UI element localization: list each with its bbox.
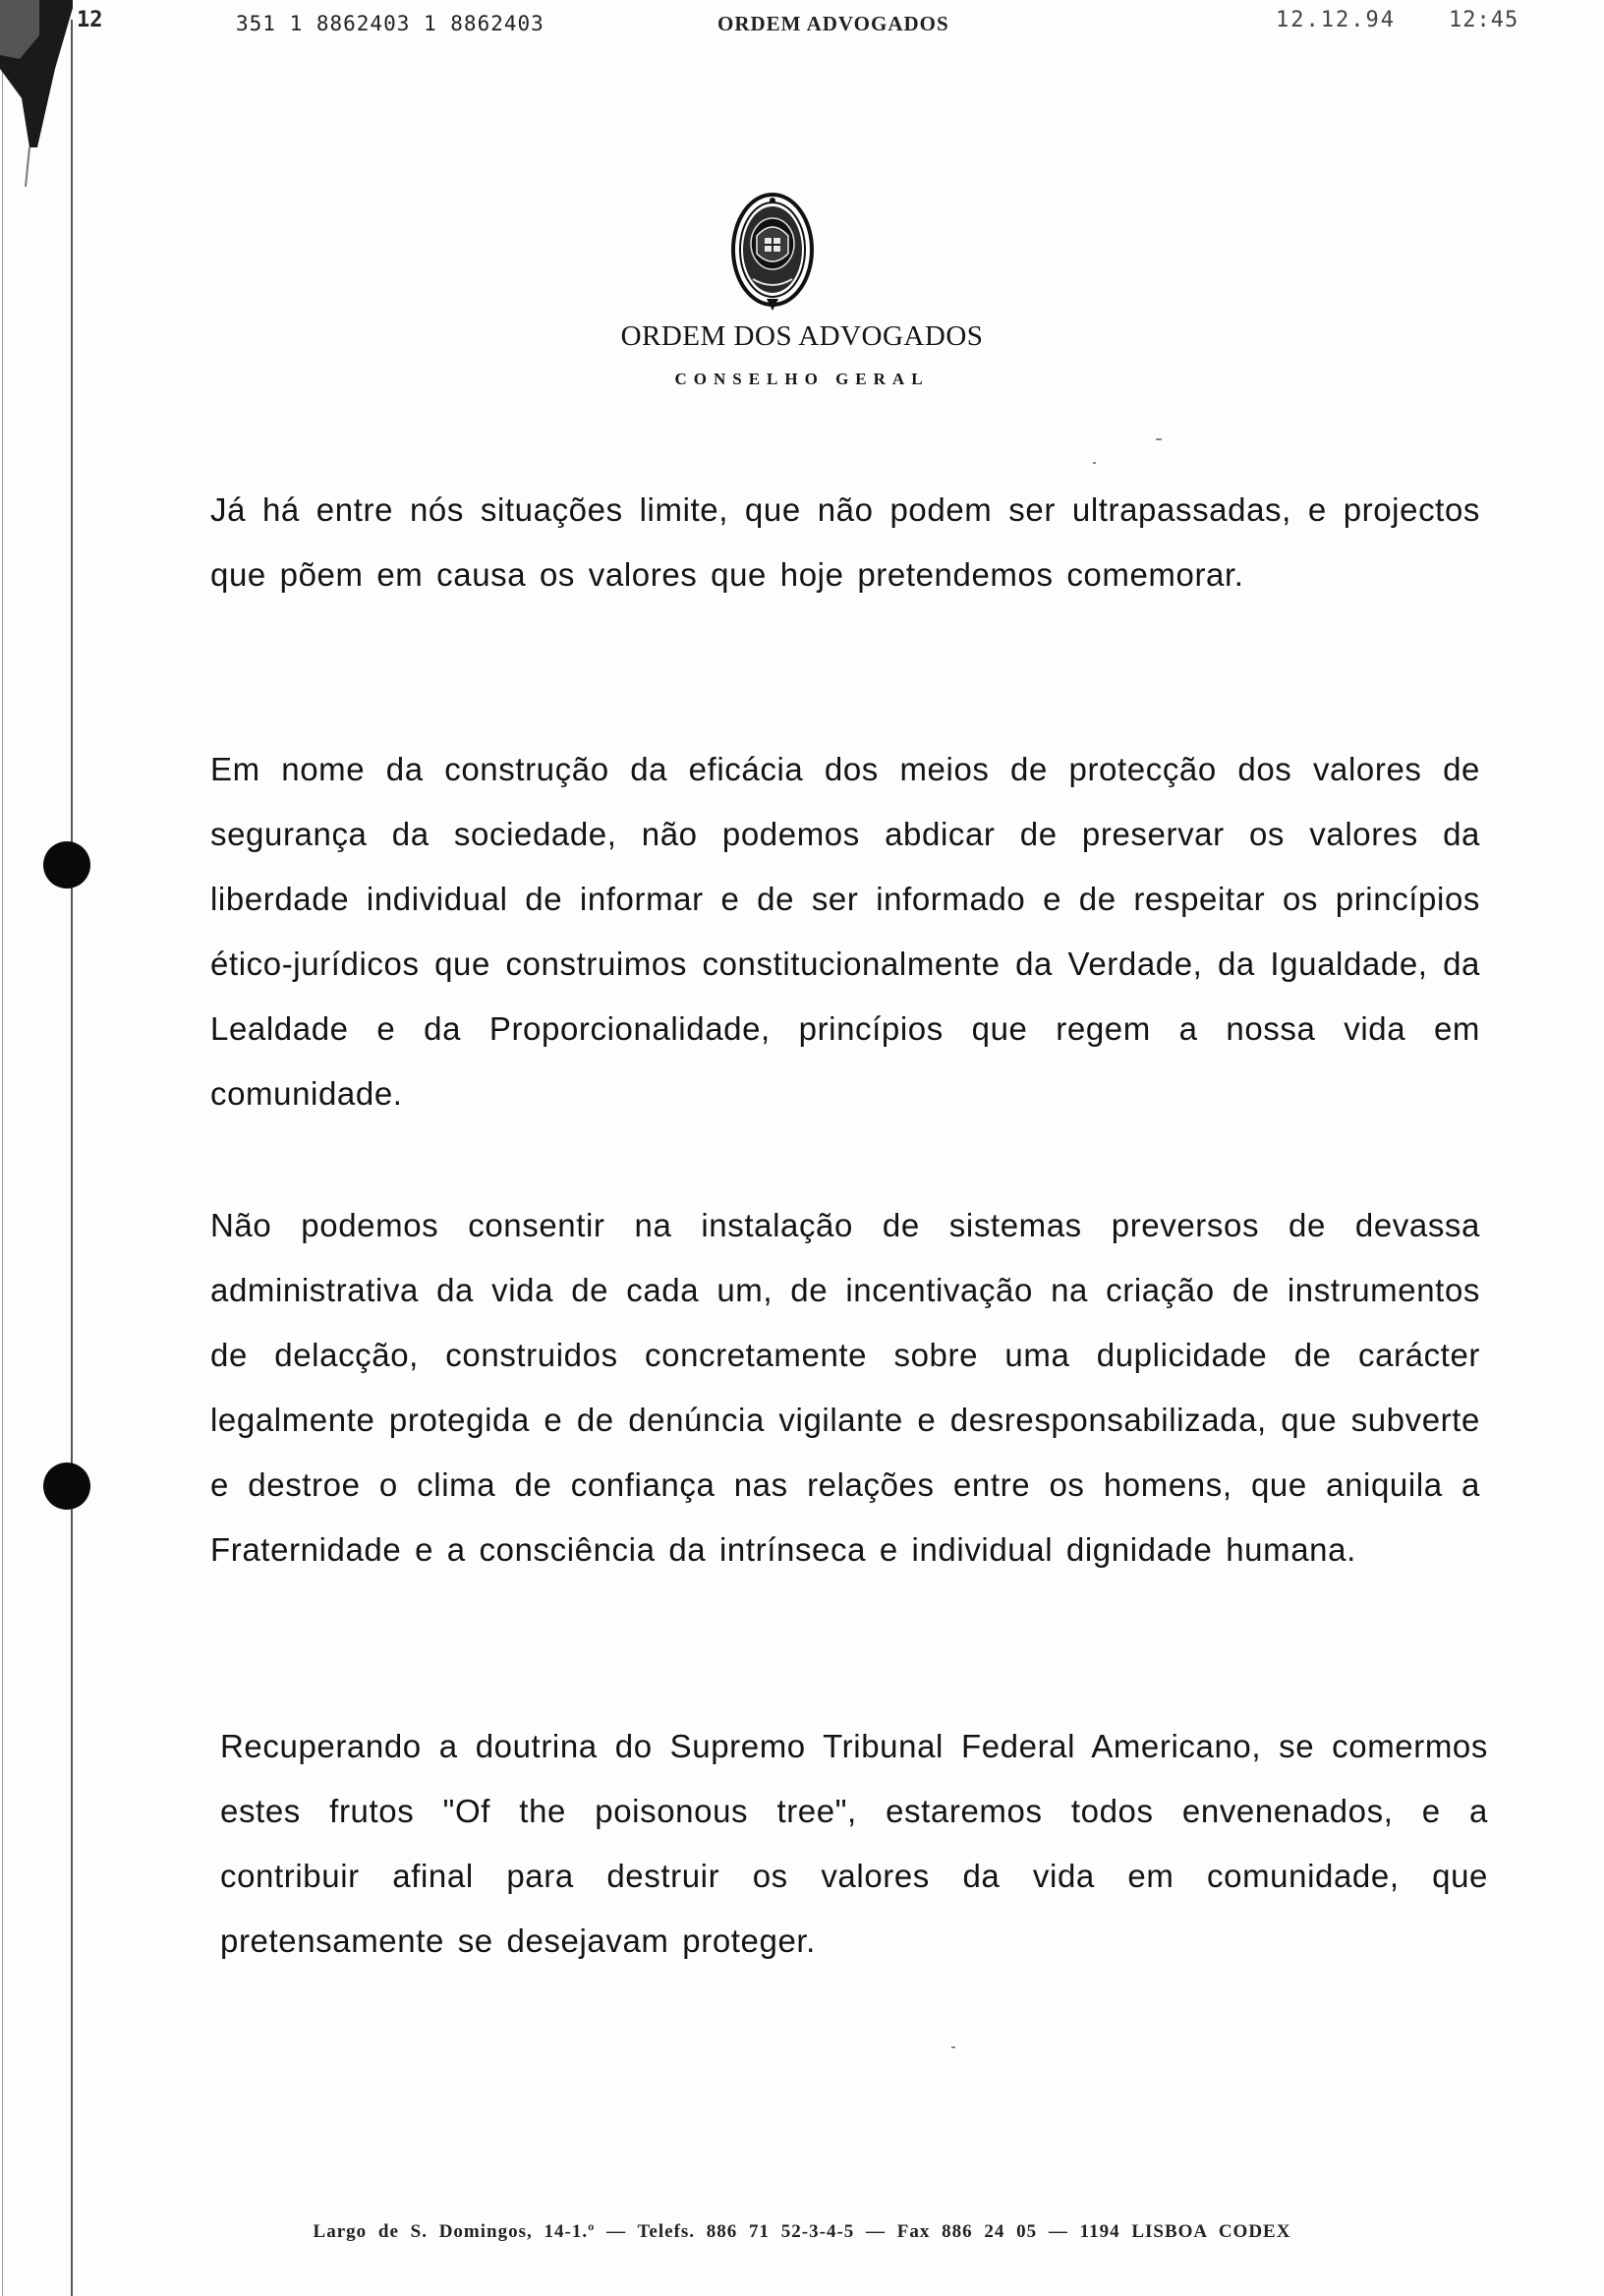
organization-subtitle: CONSELHO GERAL	[674, 370, 930, 388]
punch-hole	[43, 841, 90, 889]
punch-hole	[43, 1463, 90, 1510]
body-paragraph: Não podemos consentir na instalação de sistemas preversos de devassa administrativa da vida de cada um, de incentivação na criação de instrumentos de delacção, construidos concretamente sobre uma duplicidade de carácter legalmente protegida e de denúncia vigilante e desresponsabilizada, que subverte e destroe o clima de confiança nas relações entre os homens, que aniquila a Fraternidade e a consciência da intrínseca e individual dignidade humana.	[210, 1207, 1480, 1568]
scan-speck	[1093, 462, 1096, 464]
body-paragraph: Em nome da construção da eficácia dos meios de protecção dos valores de segurança da sociedade, não podemos abdicar de preservar os valores da liberdade individual de informar e de ser informado e de respeitar os princípios ético-jurídicos que construimos constitucionalmente da Verdade, da Igualdade, da Lealdade e da Proporcionalidade, princípios que regem a nossa vida em comunidade.	[210, 751, 1480, 1112]
fax-phone-numbers: 351 1 8862403 1 8862403	[236, 12, 544, 35]
fax-date: 12.12.94	[1276, 8, 1396, 32]
seal-icon	[723, 189, 822, 315]
margin-line	[71, 20, 73, 2296]
body-paragraph: Já há entre nós situações limite, que não podem ser ultrapassadas, e projectos que põem em causa os valores que hoje pretendemos comemorar.	[210, 491, 1480, 593]
scan-speck	[951, 2046, 955, 2048]
body-paragraph: Recuperando a doutrina do Supremo Tribunal Federal Americano, se comermos estes frutos "Of the poisonous tree", estaremos todos envenenados, e a contribuir afinal para destruir os valores da vida em comunidade, que pretensamente se desejavam proteger.	[220, 1728, 1488, 1959]
fax-header	[0, 8, 1604, 47]
fax-time: 12:45	[1449, 8, 1519, 32]
scan-speck	[1156, 438, 1162, 440]
fax-sender: ORDEM ADVOGADOS	[717, 12, 949, 35]
fax-page-number: 12	[77, 8, 103, 32]
organization-name: ORDEM DOS ADVOGADOS	[620, 320, 984, 352]
footer-address: Largo de S. Domingos, 14-1.º — Telefs. 886 71 52-3-4-5 — Fax 886 24 05 — 1194 LISBOA CODEX	[313, 2221, 1291, 2242]
